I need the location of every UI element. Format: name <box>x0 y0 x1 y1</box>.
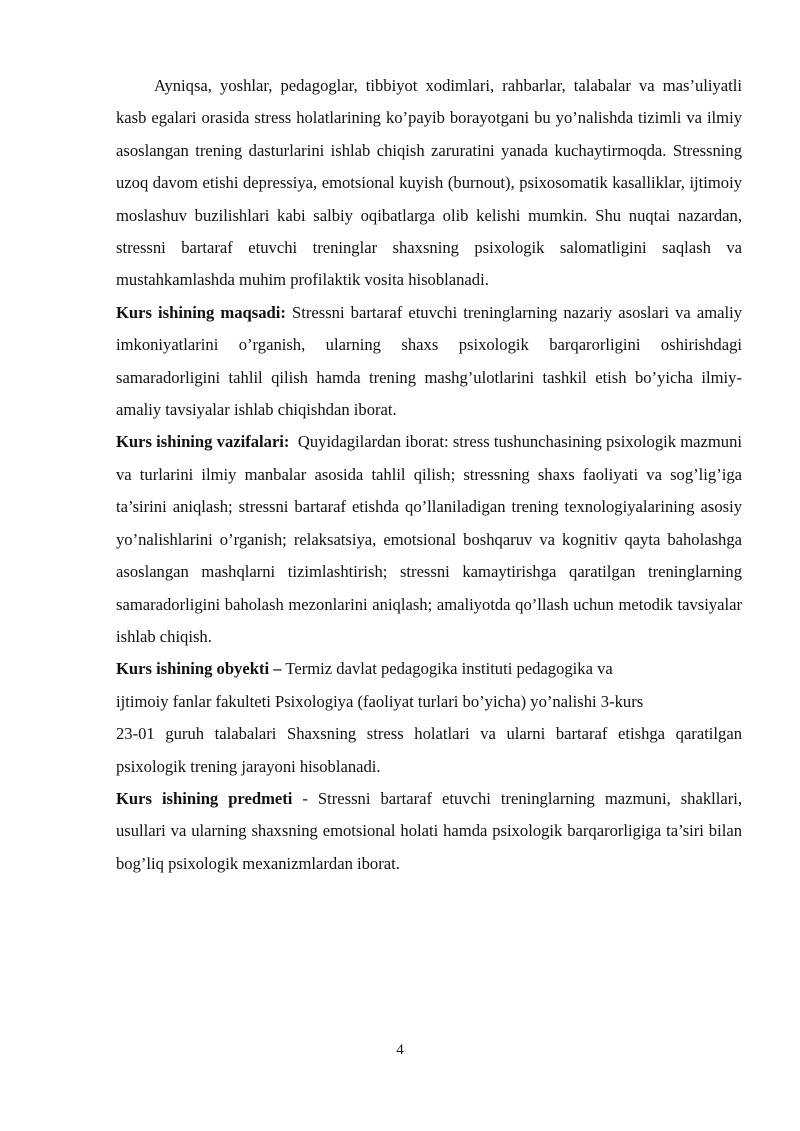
goal-text: Stressni bartaraf etuvchi treninglarning nazariy asoslari va amaliy imkoniyatlarini o’rganish, ularning shaxs psixologik barqarorligini oshirishdagi samaradorligini tahlil qilish hamda trening mashg’ulotlarini tashkil etish bo’yicha ilmiy-amaliy tavsiyalar ishlab chiqishdan iborat. <box>116 302 743 420</box>
subject-text: - Stressni bartaraf etuvchi treninglarning mazmuni, shakllari, usullari va ularning shaxsning emotsional holati hamda psixologik barqarorligiga ta’siri bilan bog’liq psixologik mexanizmlardan iborat. <box>116 788 742 873</box>
object-label: Kurs ishining obyekti – <box>116 659 282 679</box>
subject-label: Kurs ishining predmeti <box>116 788 293 808</box>
intro-paragraph: Ayniqsa, yoshlar, pedagoglar, tibbiyot xodimlari, rahbarlar, talabalar va mas’uliyatli kasb egalari orasida stress holatlarining ko’payib borayotgani bu yo’nalishda tizimli va ilmiy asoslangan trening dasturlarini ishlab chiqish zaruratini yanada kuchaytirmoqda. Stressning uzoq davom etishi depressiya, emotsional kuyish (burnout), psixosomatik kasalliklar, ijtimoiy moslashuv buzilishlari kabi salbiy oqibatlarga olib kelishi mumkin. Shu nuqtai nazardan, stressni bartaraf etuvchi treninglar shaxsning psixologik salomatligini saqlash va mustahkamlashda muhim profilaktik vosita hisoblanadi. <box>116 76 742 290</box>
document-body <box>116 70 747 880</box>
goal-paragraph <box>116 297 742 427</box>
object-text: Termiz davlat pedagogika instituti pedagogika va <box>281 659 613 679</box>
subject-paragraph <box>116 783 742 880</box>
object-line-2: ijtimoiy fanlar fakulteti Psixologiya (faoliyat turlari bo’yicha) yo’nalishi 3-kurs <box>116 691 644 711</box>
goal-label: Kurs ishining maqsadi: <box>116 302 286 322</box>
page-number: 4 <box>396 1042 404 1058</box>
tasks-text: Quyidagilardan iborat: stress tushunchasining psixologik mazmuni va turlarini ilmiy manbalar asosida tahlil qilish; stressning shaxs faoliyati va sog’lig’iga ta’sirini aniqlash; stressni bartaraf etishda qo’llaniladigan trening texnologiyalarining asosiy yo’nalishlarini o’rganish; relaksatsiya, emotsional boshqaruv va kognitiv qayta baholashga asoslangan mashqlarni tizimlashtirish; stressni kamaytirishga qaratilgan treninglarning samaradorligini baholash mezonlarini aniqlash; amaliyotda qo’llash uchun metodik tavsiyalar ishlab chiqish. <box>116 432 747 646</box>
tasks-label: Kurs ishining vazifalari: <box>116 432 290 452</box>
object-paragraph <box>116 653 742 783</box>
object-text-2: 23-01 guruh talabalari Shaxsning stress holatlari va ularni bartaraf etishga qaratilgan psixologik trening jarayoni hisoblanadi. <box>116 724 742 776</box>
tasks-paragraph <box>116 426 747 653</box>
